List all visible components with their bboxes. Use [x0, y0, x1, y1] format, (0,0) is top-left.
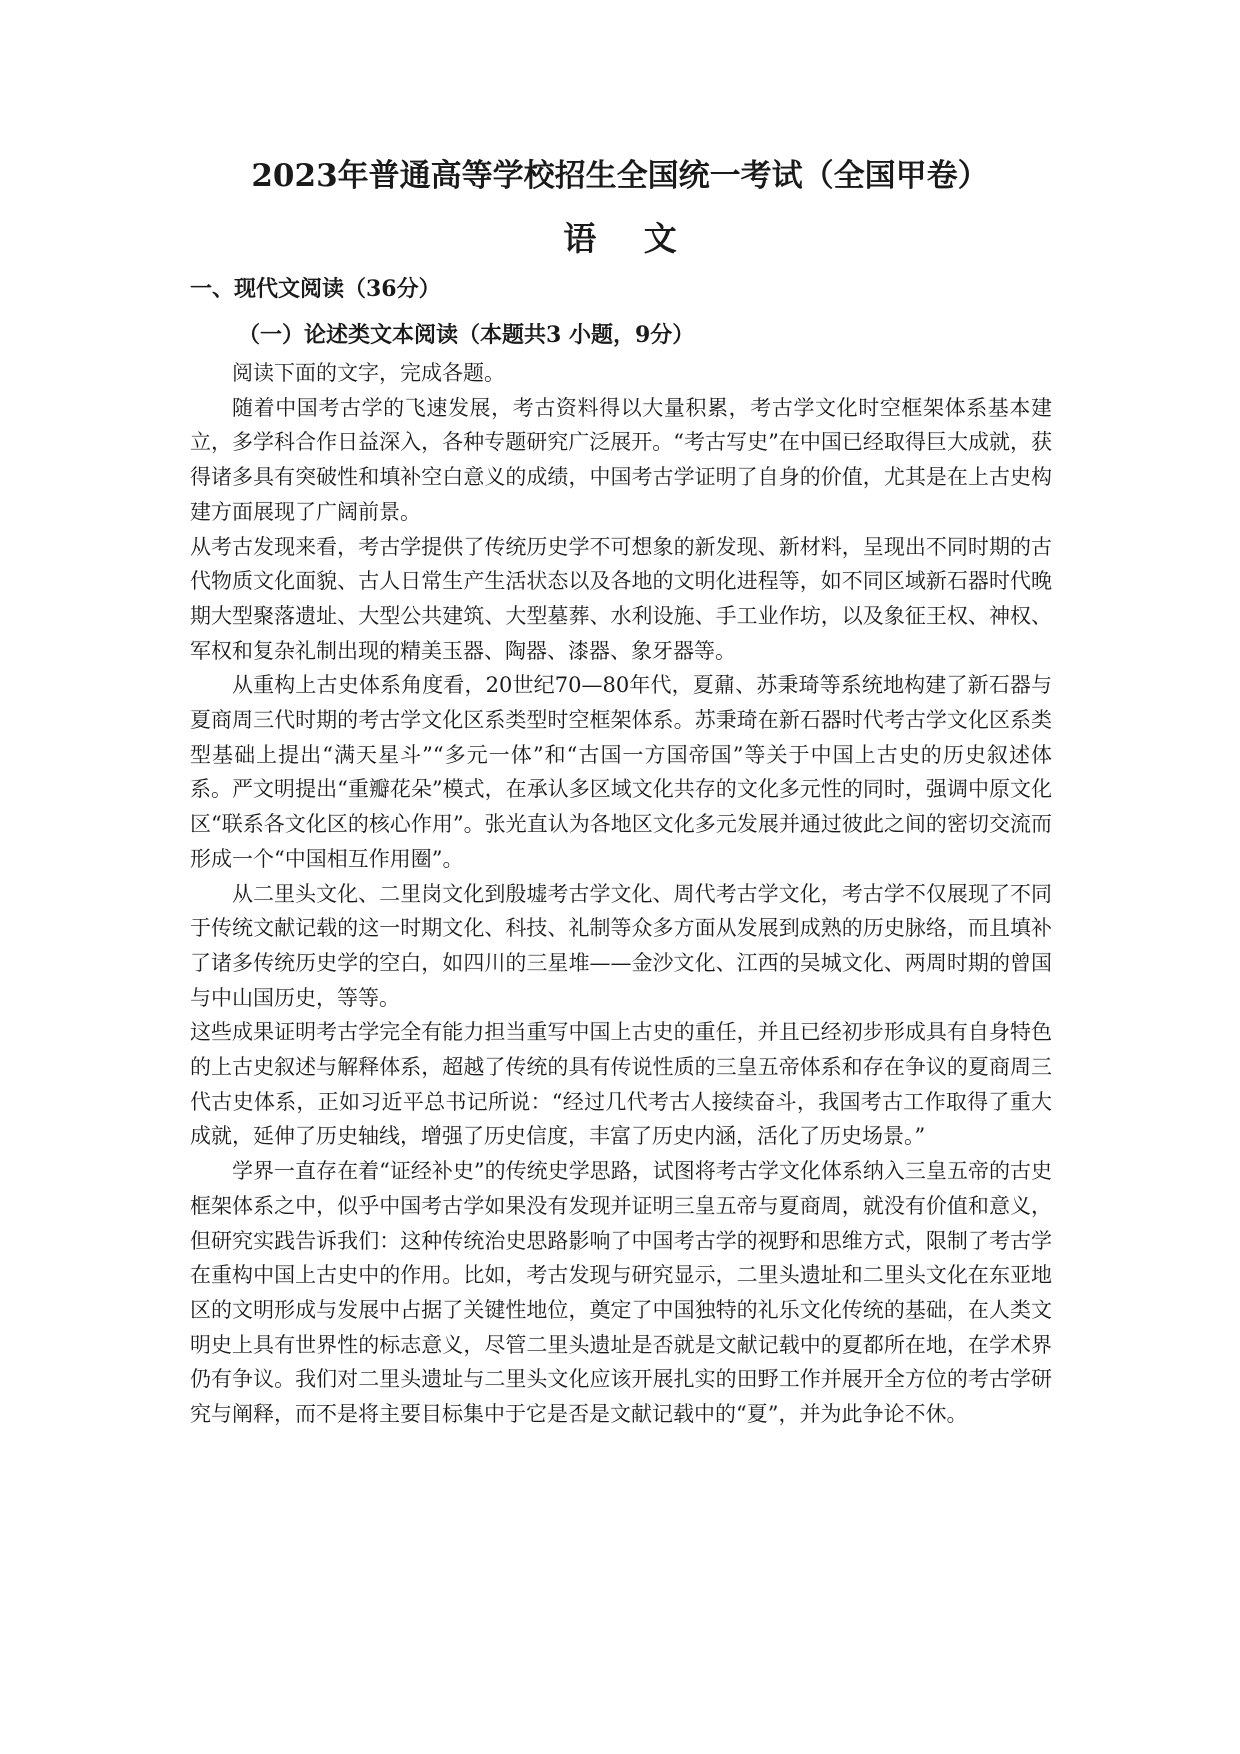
passage-paragraph-6: 学界一直存在着“证经补史”的传统史学思路，试图将考古学文化体系纳入三皇五帝的古史框架体系之中，似乎中国考古学如果没有发现并证明三皇五帝与夏商周，就没有价值和意义，但研究实践告诉我们：这种传统治史思路影响了中国考古学的视野和思维方式，限制了考古学在重构中国上古史中的作用。比如，考古发现与研究显示，二里头遗址和二里头文化在东亚地区的文明形成与发展中占据了关键性地位，奠定了中国独特的礼乐文化传统的基础，在人类文明史上具有世界性的标志意义，尽管二里头遗址是否就是文献记载中的夏都所在地，在学术界仍有争议。我们对二里头遗址与二里头文化应该开展扎实的田野工作并展开全方位的考古学研究与阐释，而不是将主要目标集中于它是否是文献记载中的“夏”，并为此争论不休。 [190, 1159, 1052, 1427]
passage-paragraph-4: 从二里头文化、二里岗文化到殷墟考古学文化、周代考古学文化，考古学不仅展现了不同于传统文献记载的这一时期文化、科技、礼制等众多方面从发展到成熟的历史脉络，而且填补了诸多传统历史学的空白，如四川的三星堆——金沙文化、江西的吴城文化、两周时期的曾国与中山国历史，等等。 [190, 881, 1052, 1010]
section-heading: 一、现代文阅读（36分） [190, 276, 441, 302]
passage-paragraph-5: 这些成果证明考古学完全有能力担当重写中国上古史的重任，并且已经初步形成具有自身特色的上古史叙述与解释体系，超越了传统的具有传说性质的三皇五帝体系和存在争议的夏商周三代古史体系，正如习近平总书记所说：“经过几代考古人接续奋斗，我国考古工作取得了重大成就，延伸了历史轴线，增强了历史信度，丰富了历史内涵，活化了历史场景。” [190, 1020, 1052, 1149]
passage-paragraph-2: 从考古发现来看，考古学提供了传统历史学不可想象的新发现、新材料，呈现出不同时期的古代物质文化面貌、古人日常生产生活状态以及各地的文明化进程等，如不同区域新石器时代晚期大型聚落遗址、大型公共建筑、大型墓葬、水利设施、手工业作坊，以及象征王权、神权、军权和复杂礼制出现的精美玉器、陶器、漆器、象牙器等。 [190, 534, 1052, 663]
subsection-heading: （一）论述类文本阅读（本题共3 小题，9分） [238, 322, 695, 348]
exam-title: 2023年普通高等学校招生全国统一考试（全国甲卷） [251, 158, 989, 194]
passage-paragraph-1: 随着中国考古学的飞速发展，考古资料得以大量积累，考古学文化时空框架体系基本建立，多学科合作日益深入，各种专题研究广泛展开。“考古写史”在中国已经取得巨大成就，获得诸多具有突破性和填补空白意义的成绩，中国考古学证明了自身的价值，尤其是在上古史构建方面展现了广阔前景。 [190, 395, 1052, 524]
instruction-text: 阅读下面的文字，完成各题。 [232, 361, 505, 385]
passage-paragraph-3: 从重构上古史体系角度看，20世纪70—80年代，夏鼐、苏秉琦等系统地构建了新石器与夏商周三代时期的考古学文化区系类型时空框架体系。苏秉琦在新石器时代考古学文化区系类型基础上提出“满天星斗”“多元一体”和“古国一方国帝国”等关于中国上古史的历史叙述体系。严文明提出“重瓣花朵”模式，在承认多区域文化共存的文化多元性的同时，强调中原文化区“联系各文化区的核心作用”。张光直认为各地区文化多元发展并通过彼此之间的密切交流而形成一个“中国相互作用圈”。 [190, 673, 1052, 871]
subject-title: 语 文 [563, 219, 695, 258]
reading-passage [190, 356, 1052, 1432]
